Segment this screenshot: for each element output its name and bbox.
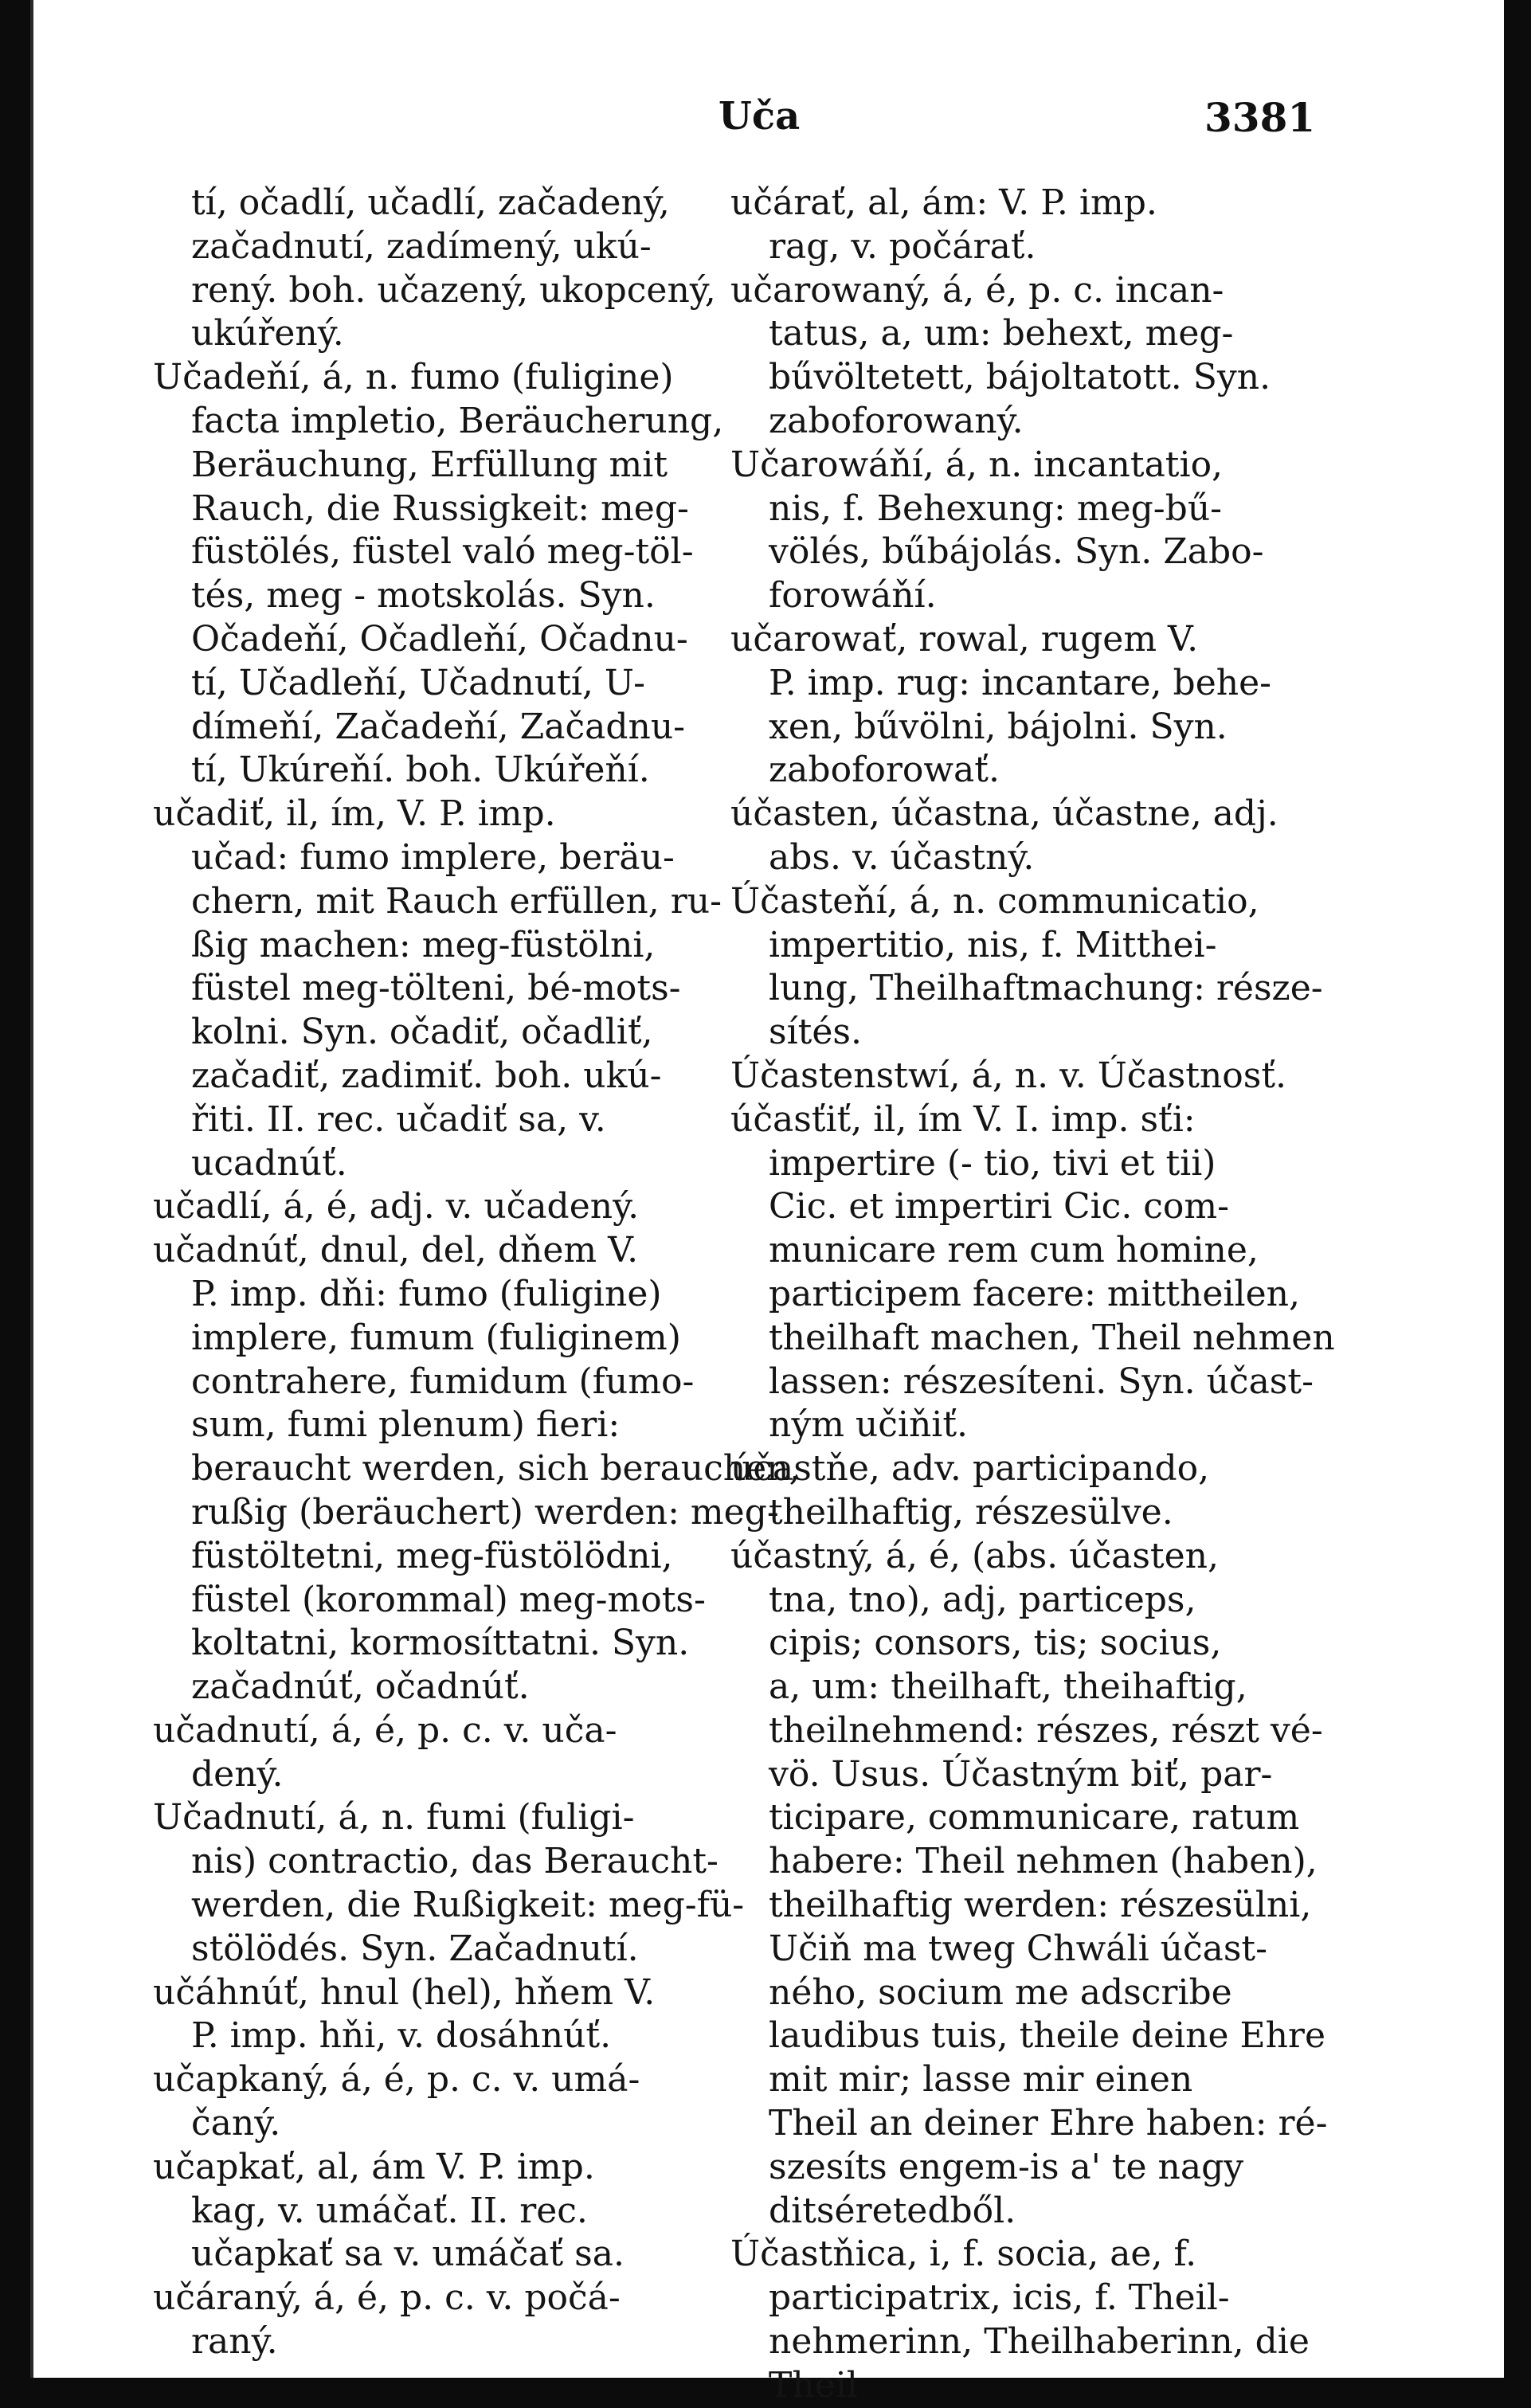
dictionary-line: učárať, al, ám: V. P. imp. [730, 182, 1157, 223]
running-head-word: Uča [719, 94, 801, 139]
dictionary-line: rußig (beräuchert) werden: meg- [191, 1491, 779, 1533]
dictionary-line: bűvöltetett, bájoltatott. Syn. [769, 357, 1271, 398]
dictionary-line: Učiň ma tweg Chwáli účast- [769, 1928, 1267, 1969]
dictionary-line: Beräuchung, Erfüllung mit [191, 444, 668, 485]
dictionary-line: municare rem cum homine, [769, 1230, 1259, 1271]
dictionary-line: nis) contractio, das Beraucht- [191, 1841, 719, 1882]
dictionary-line: Cic. et impertiri Cic. com- [769, 1186, 1230, 1227]
dictionary-line: kag, v. umáčať. II. rec. [191, 2190, 588, 2231]
dictionary-line: učadiť, il, ím, V. P. imp. [153, 793, 556, 835]
dictionary-line: impertire (- tio, tivi et tii) [769, 1142, 1216, 1184]
dictionary-line: zaboforowať. [769, 750, 1000, 791]
dictionary-line: P. imp. dňi: fumo (fuligine) [191, 1273, 662, 1314]
dictionary-line: füstölés, füstel való meg-töl- [191, 531, 694, 573]
dictionary-line: Učarowáňí, á, n. incantatio, [730, 444, 1224, 485]
dictionary-line: völés, bűbájolás. Syn. Zabo- [769, 531, 1264, 573]
dictionary-line: ného, socium me adscribe [769, 1971, 1232, 2013]
dictionary-line: učad: fumo implere, beräu- [191, 836, 675, 878]
dictionary-line: tés, meg - motskolás. Syn. [191, 575, 656, 617]
dictionary-line: ucadnúť. [191, 1142, 347, 1184]
dictionary-line: a, um: theilhaft, theihaftig, [769, 1666, 1247, 1708]
left-column [153, 182, 801, 2364]
dictionary-line: nehmerinn, Theilhaberinn, die [769, 2321, 1310, 2363]
dictionary-line: kolni. Syn. očadiť, očadliť, [191, 1012, 653, 1053]
dictionary-line: sum, fumi plenum) fieri: [191, 1404, 621, 1446]
dictionary-line: ticipare, communicare, ratum [769, 1797, 1300, 1838]
dictionary-line: füstel meg-tölteni, bé-mots- [191, 968, 681, 1009]
dictionary-line: Učadeňí, á, n. fumo (fuligine) [153, 357, 674, 398]
dictionary-line: dený. [191, 1753, 284, 1795]
dictionary-line: habere: Theil nehmen (haben), [769, 1841, 1318, 1882]
dictionary-line: Účasteňí, á, n. communicatio, [730, 880, 1259, 922]
dictionary-line: koltatni, kormosíttatni. Syn. [191, 1623, 690, 1664]
dictionary-line: Očadeňí, Očadleňí, Očadnu- [191, 618, 688, 660]
dictionary-line: tí, Ukúreňí. boh. Ukúřeňí. [191, 750, 650, 791]
dictionary-line: participatrix, icis, f. Theil- [769, 2277, 1230, 2319]
dictionary-line: Rauch, die Russigkeit: meg- [191, 487, 689, 529]
dictionary-line: xen, bűvölni, bájolni. Syn. [769, 706, 1228, 747]
dictionary-line: mit mir; lasse mir einen [769, 2059, 1193, 2101]
dictionary-line: cipis; consors, tis; socius, [769, 1623, 1222, 1664]
dictionary-line: lung, Theilhaftmachung: része- [769, 968, 1323, 1009]
dictionary-line: werden, die Rußigkeit: meg-fü- [191, 1885, 745, 1926]
dictionary-line: rag, v. počárať. [769, 225, 1036, 267]
dictionary-line: ßig machen: meg-füstölni, [191, 924, 656, 965]
dictionary-line: učapkať, al, ám V. P. imp. [153, 2146, 595, 2187]
dictionary-line: účastný, á, é, (abs. účasten, [730, 1535, 1219, 1576]
dictionary-line: theilnehmend: részes, részt vé- [769, 1709, 1323, 1751]
dictionary-line: učarowaný, á, é, p. c. incan- [730, 269, 1224, 311]
dictionary-line: forowáňí. [769, 575, 937, 617]
dictionary-line: tí, Učadleňí, Učadnutí, U- [191, 662, 646, 703]
dictionary-line: laudibus tuis, theile deine Ehre [769, 2015, 1325, 2057]
page-header [33, 94, 1504, 158]
dictionary-line: učadnúť, dnul, del, dňem V. [153, 1230, 639, 1271]
dictionary-line: Účastňica, i, f. socia, ae, f. [730, 2234, 1197, 2275]
dictionary-line: učáraný, á, é, p. c. v. počá- [153, 2277, 621, 2319]
dictionary-line: účasťiť, il, ím V. I. imp. sťi: [730, 1098, 1196, 1140]
dictionary-line: contrahere, fumidum (fumo- [191, 1361, 695, 1402]
dictionary-line: čaný. [191, 2103, 281, 2144]
dictionary-line: vö. Usus. Účastným biť, par- [769, 1753, 1273, 1795]
dictionary-line: tna, tno), adj, particeps, [769, 1579, 1196, 1620]
dictionary-line: začadiť, zadimiť. boh. ukú- [191, 1055, 662, 1096]
dictionary-line: theilhaftig, részesülve. [769, 1491, 1173, 1533]
dictionary-line: dímeňí, Začadeňí, Začadnu- [191, 706, 686, 747]
dictionary-line: učadnutí, á, é, p. c. v. uča- [153, 1709, 617, 1751]
dictionary-line: füstel (korommal) meg-mots- [191, 1579, 706, 1620]
dictionary-line: začadnúť, očadnúť. [191, 1666, 530, 1708]
dictionary-line: Theil an deiner Ehre haben: ré- [769, 2103, 1328, 2144]
dictionary-line: učáhnúť, hnul (hel), hňem V. [153, 1971, 656, 2013]
dictionary-line: raný. [191, 2321, 278, 2363]
dictionary-line: ným učiňiť. [769, 1404, 969, 1446]
page-number: 3381 [1204, 94, 1316, 141]
dictionary-line: P. imp. hňi, v. dosáhnúť. [191, 2015, 612, 2057]
dictionary-line: P. imp. rug: incantare, behe- [769, 662, 1271, 703]
dictionary-line: implere, fumum (fuliginem) [191, 1317, 681, 1358]
dictionary-line: Účastenstwí, á, n. v. Účastnosť. [730, 1055, 1286, 1096]
dictionary-line: učapkaný, á, é, p. c. v. umá- [153, 2059, 640, 2101]
dictionary-line: rený. boh. učazený, ukopcený, [191, 269, 716, 311]
dictionary-line: lassen: részesíteni. Syn. účast- [769, 1361, 1314, 1402]
dictionary-line: stölödés. Syn. Začadnutí. [191, 1928, 639, 1969]
dictionary-line: abs. v. účastný. [769, 836, 1035, 878]
dictionary-line: řiti. II. rec. učadiť sa, v. [191, 1098, 606, 1140]
dictionary-line: tí, očadlí, učadlí, začadený, [191, 182, 670, 223]
dictionary-line: účasten, účastna, účastne, adj. [730, 793, 1278, 835]
dictionary-line: ditséretedből. [769, 2190, 1016, 2231]
dictionary-line: zaboforowaný. [769, 400, 1024, 441]
dictionary-line: impertitio, nis, f. Mitthei- [769, 924, 1217, 965]
dictionary-page [30, 0, 1504, 2406]
dictionary-line: participem facere: mittheilen, [769, 1273, 1300, 1314]
dictionary-line: szesíts engem-is a' te nagy [769, 2146, 1244, 2187]
dictionary-line: začadnutí, zadímený, ukú- [191, 225, 652, 267]
dictionary-line: theilhaft machen, Theil nehmen [769, 1317, 1335, 1358]
dictionary-line: učarowať, rowal, rugem V. [730, 618, 1199, 660]
dictionary-line: füstöltetni, meg-füstölödni, [191, 1535, 673, 1576]
dictionary-line: nis, f. Behexung: meg-bű- [769, 487, 1223, 529]
dictionary-line: učapkať sa v. umáčať sa. [191, 2234, 625, 2275]
dictionary-line: Učadnutí, á, n. fumi (fuligi- [153, 1797, 635, 1838]
dictionary-line: theilhaftig werden: részesülni, [769, 1885, 1312, 1926]
right-column [730, 182, 1335, 2408]
dictionary-line: tatus, a, um: behext, meg- [769, 313, 1234, 354]
dictionary-line: chern, mit Rauch erfüllen, ru- [191, 880, 722, 922]
dictionary-line: účastňe, adv. participando, [730, 1448, 1210, 1490]
dictionary-line: učadlí, á, é, adj. v. učadený. [153, 1186, 640, 1227]
dictionary-line: facta impletio, Beräucherung, [191, 400, 724, 441]
dictionary-line: beraucht werden, sich berauchen, [191, 1448, 801, 1490]
dictionary-line: Theil [769, 2364, 858, 2406]
dictionary-line: ukúřený. [191, 313, 344, 354]
dictionary-line: sítés. [769, 1012, 862, 1053]
